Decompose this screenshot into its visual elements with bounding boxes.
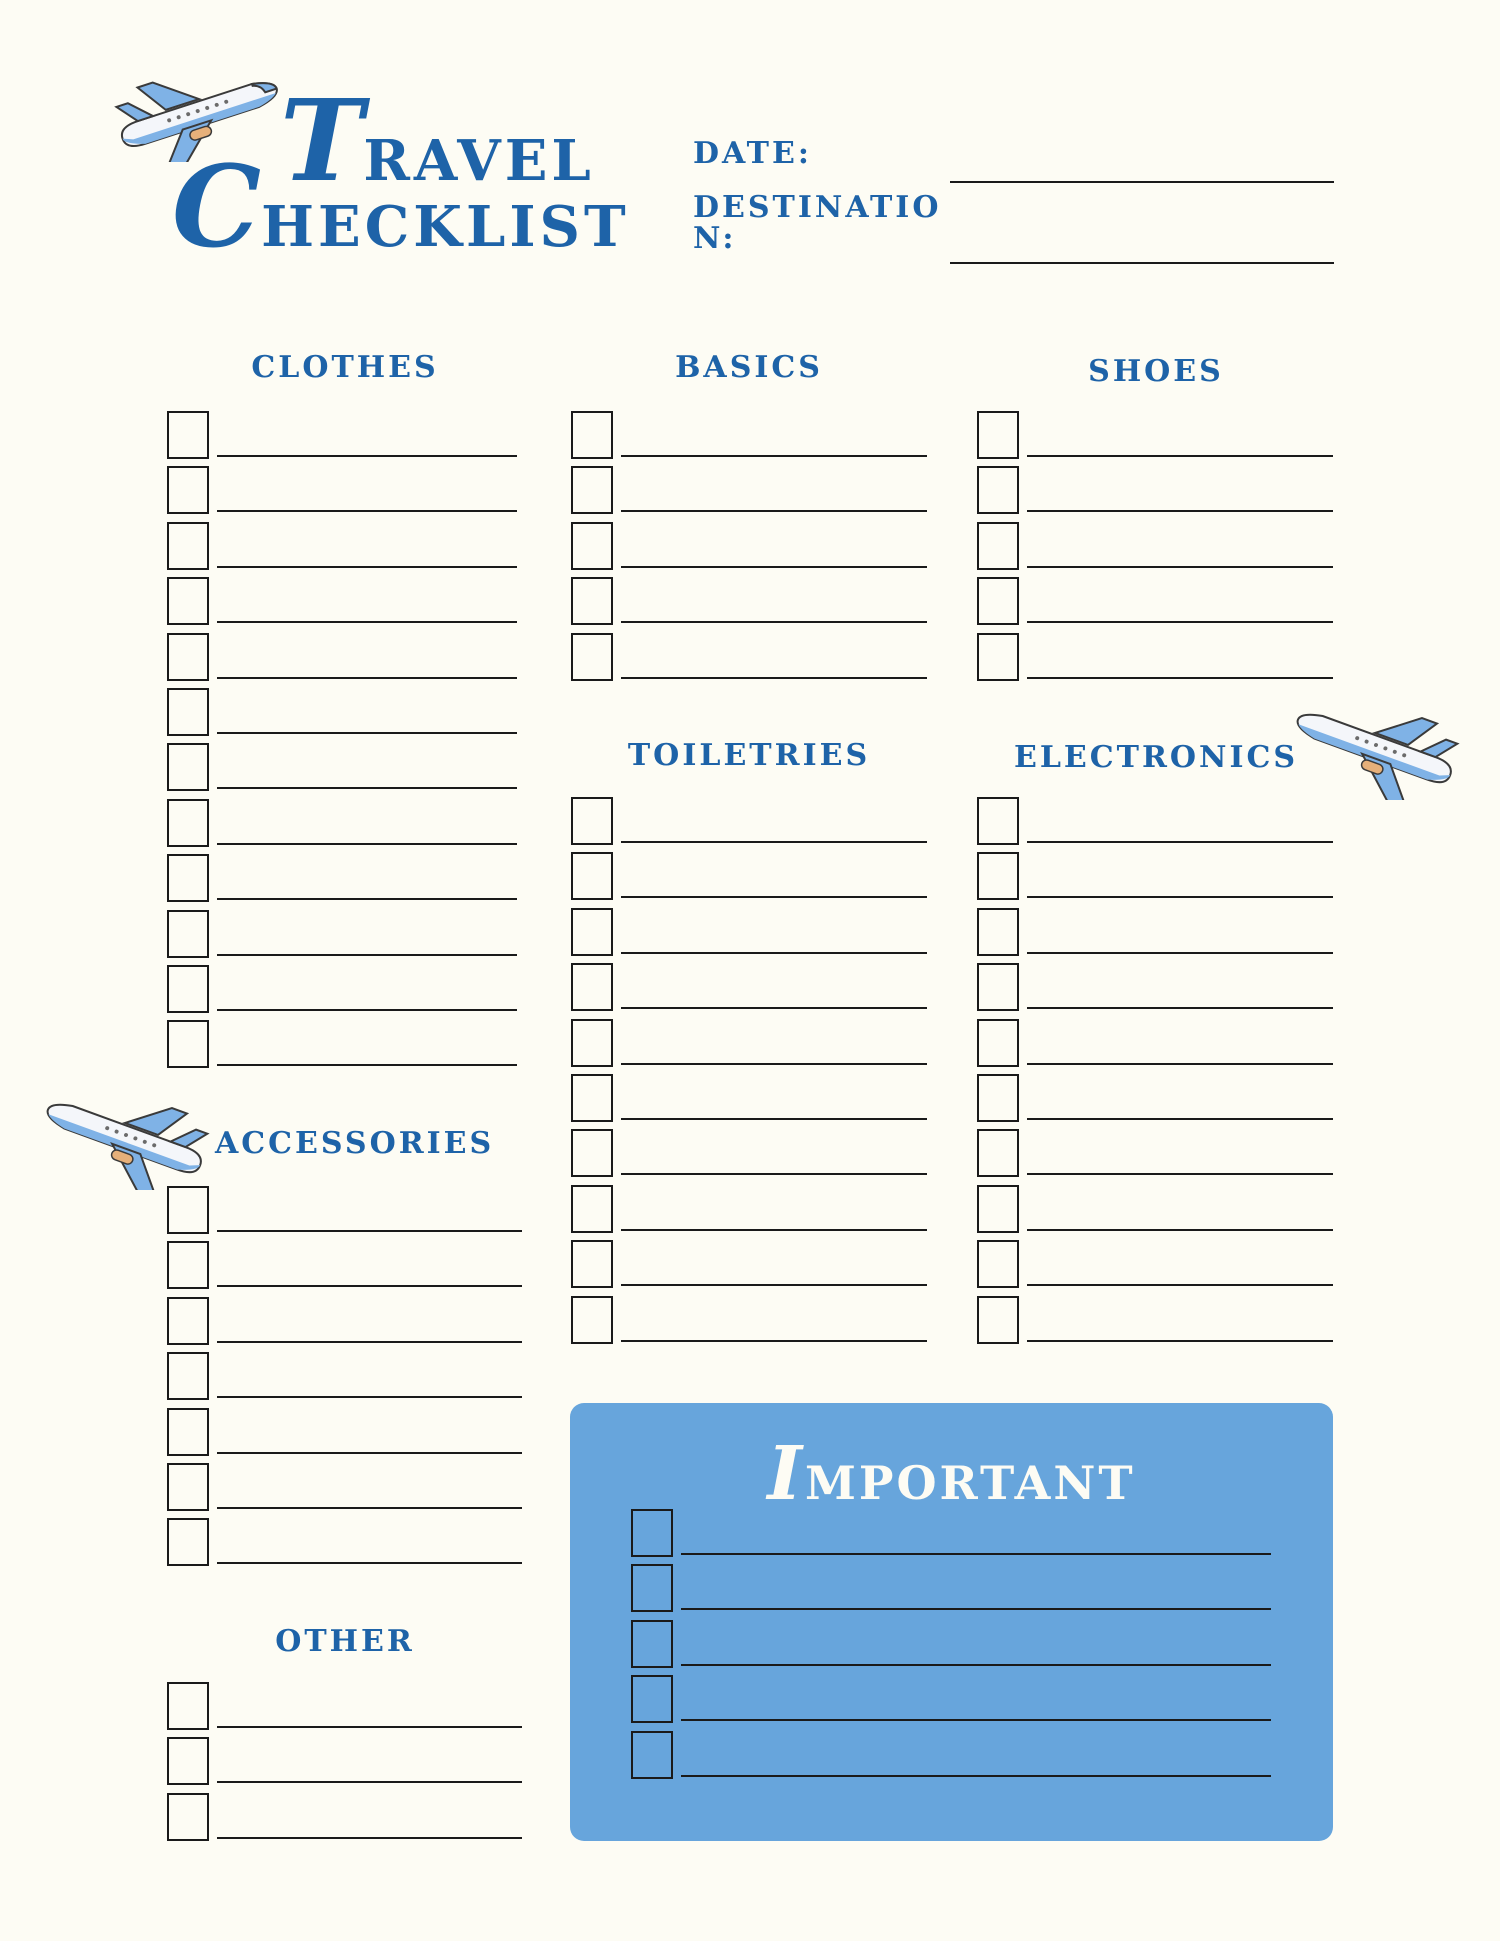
clothes-write-line[interactable] (217, 621, 517, 623)
important-heading (570, 1431, 1333, 1517)
shoes-heading: SHOES (1088, 354, 1224, 389)
title-rest-2: HECKLIST (261, 194, 630, 260)
clothes-write-line[interactable] (217, 954, 517, 956)
other-write-line[interactable] (217, 1726, 522, 1728)
shoes-checkbox[interactable] (977, 466, 1019, 514)
title-cap-c: C (172, 142, 262, 273)
electronics-write-line[interactable] (1027, 1173, 1333, 1175)
accessories-write-line[interactable] (217, 1341, 522, 1343)
clothes-checkbox[interactable] (167, 633, 209, 681)
clothes-checkbox[interactable] (167, 466, 209, 514)
destination-label-2: N: (693, 221, 737, 256)
accessories-write-line[interactable] (217, 1562, 522, 1564)
electronics-write-line[interactable] (1027, 1284, 1333, 1286)
airplane-icon (38, 1080, 216, 1190)
clothes-write-line[interactable] (217, 566, 517, 568)
accessories-write-line[interactable] (217, 1507, 522, 1509)
accessories-write-line[interactable] (217, 1452, 522, 1454)
accessories-write-line[interactable] (217, 1396, 522, 1398)
important-write-line[interactable] (681, 1775, 1271, 1777)
shoes-write-line[interactable] (1027, 566, 1333, 568)
other-checkbox[interactable] (167, 1737, 209, 1785)
accessories-checkbox[interactable] (167, 1297, 209, 1345)
shoes-checkbox[interactable] (977, 411, 1019, 459)
clothes-checkbox[interactable] (167, 688, 209, 736)
title-cap-t: T (280, 76, 364, 207)
electronics-write-line[interactable] (1027, 896, 1333, 898)
accessories-checkbox[interactable] (167, 1352, 209, 1400)
basics-write-line[interactable] (621, 621, 927, 623)
electronics-checkbox[interactable] (977, 1185, 1019, 1233)
other-heading: OTHER (275, 1624, 415, 1659)
important-checkbox[interactable] (631, 1564, 673, 1612)
basics-write-line[interactable] (621, 510, 927, 512)
toiletries-checkbox[interactable] (571, 1019, 613, 1067)
shoes-write-line[interactable] (1027, 677, 1333, 679)
clothes-heading: CLOTHES (251, 350, 439, 385)
toiletries-write-line[interactable] (621, 1340, 927, 1342)
important-write-line[interactable] (681, 1553, 1271, 1555)
clothes-checkbox[interactable] (167, 1020, 209, 1068)
accessories-checkbox[interactable] (167, 1241, 209, 1289)
electronics-write-line[interactable] (1027, 1063, 1333, 1065)
accessories-checkbox[interactable] (167, 1518, 209, 1566)
accessories-heading: ACCESSORIES (215, 1126, 495, 1161)
electronics-write-line[interactable] (1027, 1007, 1333, 1009)
electronics-checkbox[interactable] (977, 963, 1019, 1011)
clothes-checkbox[interactable] (167, 411, 209, 459)
electronics-checkbox[interactable] (977, 1074, 1019, 1122)
accessories-checkbox[interactable] (167, 1186, 209, 1234)
toiletries-write-line[interactable] (621, 1118, 927, 1120)
toiletries-write-line[interactable] (621, 1284, 927, 1286)
accessories-checkbox[interactable] (167, 1463, 209, 1511)
electronics-write-line[interactable] (1027, 1340, 1333, 1342)
basics-write-line[interactable] (621, 677, 927, 679)
toiletries-checkbox[interactable] (571, 852, 613, 900)
electronics-write-line[interactable] (1027, 952, 1333, 954)
important-rest: MPORTANT (804, 1456, 1136, 1510)
basics-checkbox[interactable] (571, 577, 613, 625)
clothes-checkbox[interactable] (167, 965, 209, 1013)
clothes-write-line[interactable] (217, 843, 517, 845)
toiletries-write-line[interactable] (621, 896, 927, 898)
important-checkbox[interactable] (631, 1620, 673, 1668)
electronics-checkbox[interactable] (977, 1296, 1019, 1344)
important-write-line[interactable] (681, 1608, 1271, 1610)
other-checkbox[interactable] (167, 1793, 209, 1841)
clothes-write-line[interactable] (217, 898, 517, 900)
basics-checkbox[interactable] (571, 411, 613, 459)
basics-checkbox[interactable] (571, 522, 613, 570)
destination-label-1: DESTINATIO (693, 190, 942, 225)
toiletries-checkbox[interactable] (571, 963, 613, 1011)
destination-line[interactable] (950, 262, 1334, 264)
other-write-line[interactable] (217, 1781, 522, 1783)
other-write-line[interactable] (217, 1837, 522, 1839)
electronics-write-line[interactable] (1027, 841, 1333, 843)
electronics-write-line[interactable] (1027, 1229, 1333, 1231)
electronics-checkbox[interactable] (977, 1019, 1019, 1067)
clothes-write-line[interactable] (217, 732, 517, 734)
important-cap: I (767, 1431, 805, 1517)
clothes-checkbox[interactable] (167, 577, 209, 625)
accessories-write-line[interactable] (217, 1285, 522, 1287)
electronics-checkbox[interactable] (977, 1240, 1019, 1288)
clothes-checkbox[interactable] (167, 522, 209, 570)
toiletries-checkbox[interactable] (571, 797, 613, 845)
date-line[interactable] (950, 181, 1334, 183)
important-checkbox[interactable] (631, 1675, 673, 1723)
electronics-checkbox[interactable] (977, 852, 1019, 900)
toiletries-write-line[interactable] (621, 1063, 927, 1065)
shoes-checkbox[interactable] (977, 633, 1019, 681)
clothes-checkbox[interactable] (167, 799, 209, 847)
shoes-checkbox[interactable] (977, 522, 1019, 570)
toiletries-checkbox[interactable] (571, 1074, 613, 1122)
title-line-2 (172, 142, 630, 273)
toiletries-checkbox[interactable] (571, 1185, 613, 1233)
electronics-write-line[interactable] (1027, 1118, 1333, 1120)
toiletries-checkbox[interactable] (571, 908, 613, 956)
clothes-checkbox[interactable] (167, 854, 209, 902)
electronics-checkbox[interactable] (977, 1129, 1019, 1177)
important-panel (570, 1403, 1333, 1841)
important-checkbox[interactable] (631, 1509, 673, 1557)
basics-heading: BASICS (675, 350, 823, 385)
clothes-write-line[interactable] (217, 1009, 517, 1011)
shoes-write-line[interactable] (1027, 510, 1333, 512)
shoes-write-line[interactable] (1027, 455, 1333, 457)
important-write-line[interactable] (681, 1719, 1271, 1721)
important-write-line[interactable] (681, 1664, 1271, 1666)
basics-write-line[interactable] (621, 566, 927, 568)
accessories-write-line[interactable] (217, 1230, 522, 1232)
toiletries-heading: TOILETRIES (627, 738, 871, 773)
clothes-write-line[interactable] (217, 677, 517, 679)
shoes-checkbox[interactable] (977, 577, 1019, 625)
title-rest-1: RAVEL (363, 128, 595, 194)
shoes-write-line[interactable] (1027, 621, 1333, 623)
date-label: DATE: (693, 136, 812, 171)
clothes-checkbox[interactable] (167, 910, 209, 958)
toiletries-write-line[interactable] (621, 1173, 927, 1175)
important-checkbox[interactable] (631, 1731, 673, 1779)
basics-checkbox[interactable] (571, 466, 613, 514)
clothes-write-line[interactable] (217, 510, 517, 512)
toiletries-write-line[interactable] (621, 1229, 927, 1231)
clothes-write-line[interactable] (217, 1064, 517, 1066)
basics-write-line[interactable] (621, 455, 927, 457)
toiletries-checkbox[interactable] (571, 1296, 613, 1344)
destination-label (693, 192, 941, 254)
electronics-checkbox[interactable] (977, 908, 1019, 956)
toiletries-write-line[interactable] (621, 1007, 927, 1009)
electronics-heading: ELECTRONICS (1013, 740, 1299, 775)
clothes-checkbox[interactable] (167, 743, 209, 791)
accessories-checkbox[interactable] (167, 1408, 209, 1456)
clothes-write-line[interactable] (217, 455, 517, 457)
toiletries-checkbox[interactable] (571, 1240, 613, 1288)
toiletries-write-line[interactable] (621, 952, 927, 954)
airplane-icon (1288, 690, 1466, 800)
other-checkbox[interactable] (167, 1682, 209, 1730)
clothes-write-line[interactable] (217, 787, 517, 789)
toiletries-write-line[interactable] (621, 841, 927, 843)
electronics-checkbox[interactable] (977, 797, 1019, 845)
basics-checkbox[interactable] (571, 633, 613, 681)
toiletries-checkbox[interactable] (571, 1129, 613, 1177)
